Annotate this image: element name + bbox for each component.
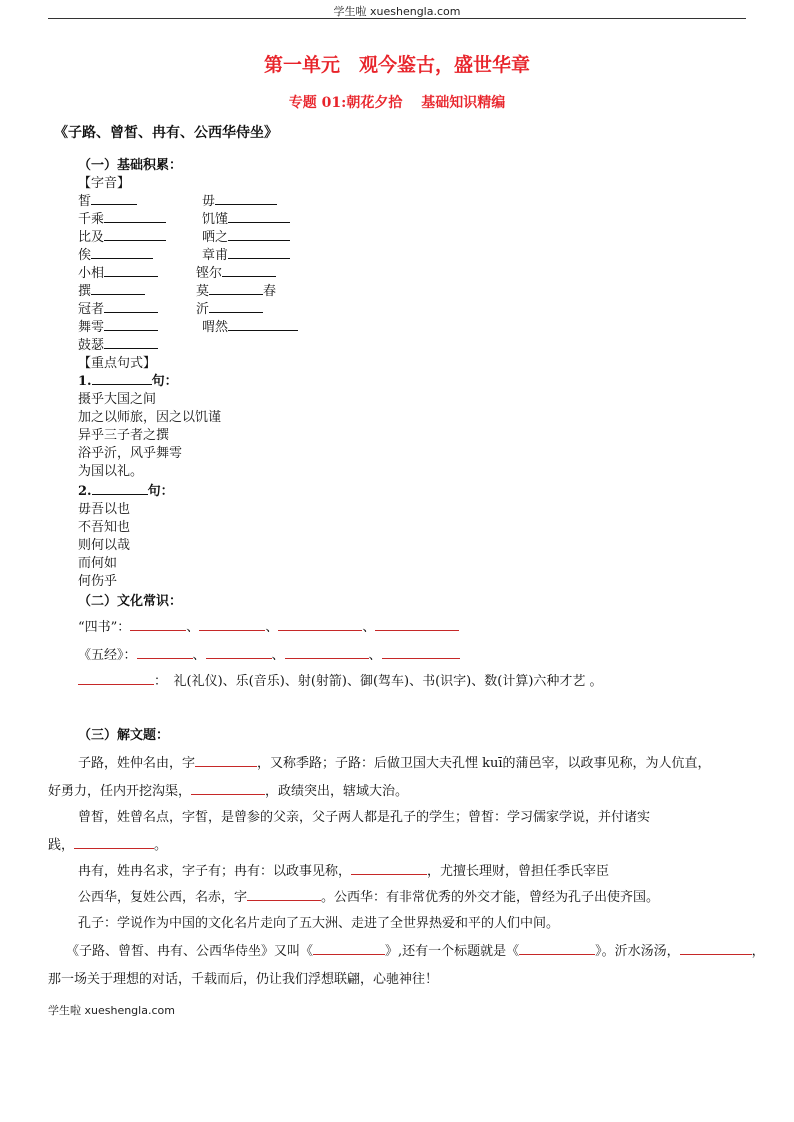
pron-item: 鼓瑟 (78, 334, 158, 353)
pron-item: 冠者 (78, 298, 158, 317)
zengxi-line1: 曾皙，姓曾名点，字皙，是曾参的父亲，父子两人都是孔子的学生；曾皙：学习儒家学说，并付诸实 (78, 810, 651, 825)
pronunciation-label: 【字音】 (78, 176, 131, 191)
pron-item: 皙 (78, 190, 137, 209)
kongzi-line: 孔子：学说作为中国的文化名片走向了五大洲、走进了全世界热爱和平的人们中间。 (78, 916, 560, 931)
zilu-line1: 子路，姓仲名由，字 ，又称季路；子路：后做卫国大夫孔悝 kuī的蒲邑宰，以政事见称，为人伉直， (78, 756, 711, 771)
zengxi-line2: 践， 。 (48, 838, 168, 853)
final-line1: 《子路、曾皙、冉有、公西华侍坐》又叫《 》,还有一个标题就是《 》。沂水汤汤， ， (66, 944, 765, 959)
pron-item: 饥馑 (202, 208, 290, 227)
pron-item: 哂之 (202, 226, 290, 245)
part1-heading: （一）基础积累： (78, 158, 183, 173)
sentence-label: 【重点句式】 (78, 356, 157, 371)
gongxi-line: 公西华，复姓公西，名赤，字 。公西华：有非常优秀的外交才能，曾经为孔子出使齐国。 (78, 890, 660, 905)
pron-item: 莫 春 (196, 284, 277, 299)
sentence-item: 何伤乎 (78, 574, 118, 589)
pron-item: 喟然 (202, 316, 298, 335)
header-rule (48, 18, 746, 19)
pron-item: 沂 (196, 298, 263, 317)
sentence-item: 毋吾以也 (78, 502, 131, 517)
ranyou-line: 冉有，姓冉名求，字子有；冉有：以政事见称， ，尤擅长理财，曾担任季氏宰臣 (78, 864, 610, 879)
sentence1-heading: 1. 句： (78, 374, 178, 389)
sentence-item: 则何以哉 (78, 538, 131, 553)
pron-item: 毋 (202, 190, 277, 209)
five-classics-line: 《五经》： 、 、 、 (78, 644, 460, 663)
pron-item: 比及 (78, 226, 166, 245)
four-books-line: “四书”： 、 、 、 (78, 616, 459, 635)
page-footer: 学生啦 xueshengla.com (48, 1004, 175, 1017)
pron-item: 俟 (78, 244, 153, 263)
part2-heading: （二）文化常识： (78, 594, 183, 609)
page-title: 第一单元 观今鉴古，盛世华章 (263, 54, 530, 76)
sentence-item: 而何如 (78, 556, 118, 571)
sentence-item: 摄乎大国之间 (78, 392, 157, 407)
sentence-item: 加之以师旅，因之以饥谨 (78, 410, 222, 425)
sentence2-heading: 2. 句： (78, 484, 174, 499)
page-header: 学生啦 xueshengla.com (333, 5, 461, 18)
zilu-line2: 好勇力，任内开挖沟渠， ，政绩突出，辖域大治。 (48, 784, 409, 799)
pron-item: 章甫 (202, 244, 290, 263)
page-subtitle: 专题 01:朝花夕拾 基础知识精编 (288, 95, 506, 111)
pron-item: 千乘 (78, 208, 166, 227)
sentence-item: 浴乎沂，风乎舞雩 (78, 446, 183, 461)
pron-item: 舞雩 (78, 316, 158, 335)
pron-item: 撰 (78, 280, 145, 299)
final-line2: 那一场关于理想的对话，千载而后，仍让我们浮想联翩，心驰神往！ (48, 972, 439, 987)
six-arts-line: ： 礼(礼仪)、乐(音乐)、射(射箭)、御(驾车)、书(识字)、数(计算)六种才艺 。 (78, 670, 603, 689)
sentence-item: 为国以礼。 (78, 464, 144, 479)
sentence-item: 不吾知也 (78, 520, 131, 535)
pron-item: 小相 (78, 262, 158, 281)
sentence-item: 异乎三子者之撰 (78, 428, 170, 443)
section-title: 《子路、曾皙、冉有、公西华侍坐》 (54, 125, 278, 141)
pron-item: 铿尔 (196, 262, 276, 281)
part3-heading: （三）解文题： (78, 728, 170, 743)
